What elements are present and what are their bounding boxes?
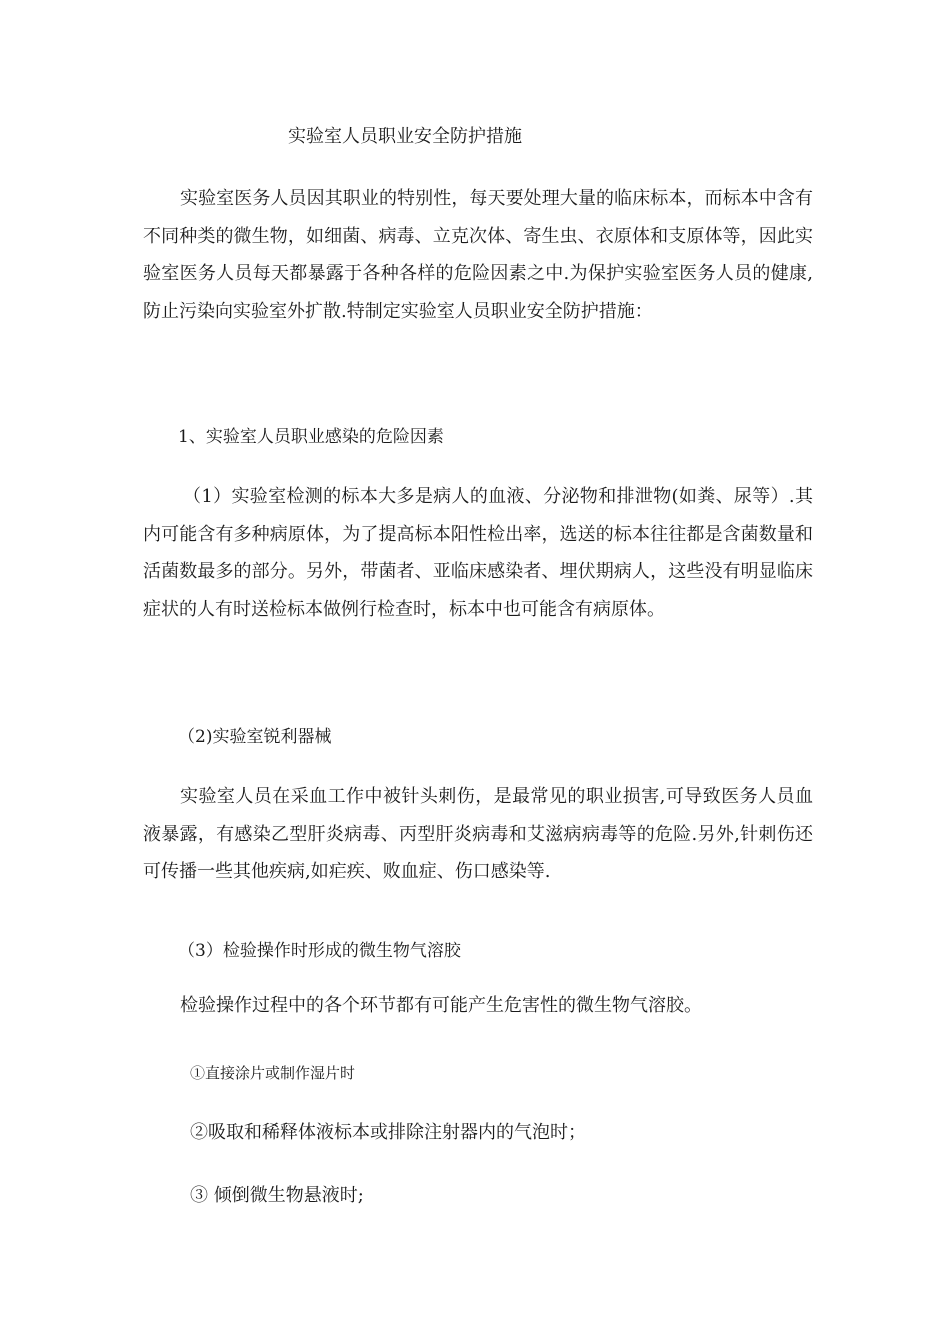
item-2-heading: （2)实验室锐利器械: [178, 727, 332, 747]
item-1-paragraph: （1）实验室检测的标本大多是病人的血液、分泌物和排泄物(如粪、尿等）.其内可能含有多种病原体，为了提高标本阳性检出率，选送的标本往往都是含菌数量和活菌数最多的部分。另外，带菌者、亚临床感染者、埋伏期病人，这些没有明显临床症状的人有时送检标本做例行检查时，标本中也可能含有病原体。: [143, 486, 813, 620]
item-2-paragraph: 实验室人员在采血工作中被针头刺伤，是最常见的职业损害,可导致医务人员血液暴露，有感染乙型肝炎病毒、丙型肝炎病毒和艾滋病病毒等的危险.另外,针刺伤还可传播一些其他疾病,如疟疾、败血症、伤口感染等.: [143, 786, 813, 882]
item-3-paragraph: 检验操作过程中的各个环节都有可能产生危害性的微生物气溶胶。: [180, 995, 702, 1016]
list-item: ②吸取和稀释体液标本或排除注射器内的气泡时；: [190, 1122, 586, 1143]
document-title: 实验室人员职业安全防护措施: [288, 126, 522, 147]
list-item: ③ 倾倒微生物悬液时;: [190, 1185, 364, 1206]
section-1-heading: 1、实验室人员职业感染的危险因素: [178, 427, 444, 447]
list-item: ①直接涂片或制作湿片时: [190, 1064, 356, 1082]
item-3-heading: （3）检验操作时形成的微生物气溶胶: [178, 941, 461, 961]
intro-paragraph: 实验室医务人员因其职业的特别性，每天要处理大量的临床标本，而标本中含有不同种类的微生物，如细菌、病毒、立克次体、寄生虫、衣原体和支原体等，因此实验室医务人员每天都暴露于各种各样的危险因素之中.为保护实验室医务人员的健康,防止污染向实验室外扩散.特制定实验室人员职业安全防护措施：: [143, 188, 813, 322]
